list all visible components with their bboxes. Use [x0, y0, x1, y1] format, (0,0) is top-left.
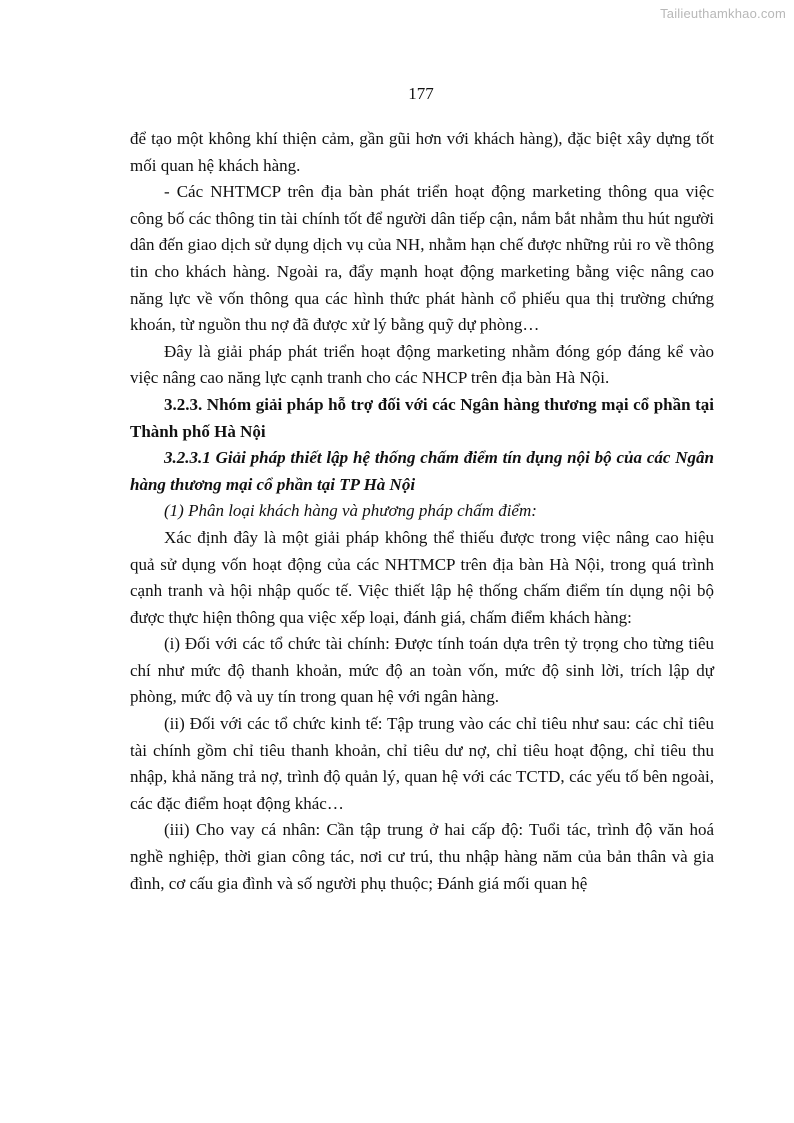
- paragraph-economic-organizations: (ii) Đối với các tổ chức kinh tế: Tập trung vào các chỉ tiêu như sau: các chỉ tiêu tài chính gồm chỉ tiêu thanh khoản, chỉ tiêu dư nợ, chỉ tiêu hoạt động, chỉ tiêu thu nhập, khả năng trả nợ, trình độ quản lý, quan hệ với các TCTD, các yếu tố bên ngoài, các đặc điểm hoạt động khác…: [130, 714, 714, 813]
- paragraph-credit-scoring-intro: Xác định đây là một giải pháp không thể thiếu được trong việc nâng cao hiệu quả sử dụng vốn hoạt động của các NHTMCP trên địa bàn Hà Nội, trong quá trình cạnh tranh và hội nhập quốc tế. Việc thiết lập hệ thống chấm điểm tín dụng nội bộ được thực hiện thông qua việc xếp loại, đánh giá, chấm điểm khách hàng:: [130, 527, 714, 627]
- paragraph-personal-loans: (iii) Cho vay cá nhân: Cần tập trung ở hai cấp độ: Tuổi tác, trình độ văn hoá nghề nghiệp, thời gian công tác, nơi cư trú, thu nhập hàng năm của bản thân và gia đình, cơ cấu gia đình và số người phụ thuộc; Đánh giá mối quan hệ: [130, 820, 714, 893]
- document-body: [130, 126, 714, 897]
- page-number: 177: [408, 84, 434, 103]
- subsection-heading-3-2-3-1: 3.2.3.1 Giải pháp thiết lập hệ thống chấm điểm tín dụng nội bộ của các Ngân hàng thương mại cổ phần tại TP Hà Nội: [130, 448, 714, 494]
- watermark: Tailieuthamkhao.com: [660, 6, 786, 21]
- paragraph-marketing-disclosure: - Các NHTMCP trên địa bàn phát triển hoạt động marketing thông qua việc công bố các thông tin tài chính tốt để người dân tiếp cận, nắm bắt nhằm thu hút người dân đến giao dịch sử dụng dịch vụ của NH, nhằm hạn chế được những rủi ro về thông tin cho khách hàng. Ngoài ra, đẩy mạnh hoạt động marketing bằng việc nâng cao năng lực về vốn thông qua các hình thức phát hành cổ phiếu qua thị trường chứng khoán, từ nguồn thu nợ đã được xử lý bằng quỹ dự phòng…: [130, 182, 714, 335]
- paragraph-financial-institutions: (i) Đối với các tổ chức tài chính: Được tính toán dựa trên tỷ trọng cho từng tiêu chí như mức độ thanh khoản, mức độ an toàn vốn, mức độ sinh lời, trích lập dự phòng, mức độ và uy tín trong quan hệ với ngân hàng.: [130, 634, 714, 707]
- section-heading-3-2-3: 3.2.3. Nhóm giải pháp hỗ trợ đối với các Ngân hàng thương mại cổ phần tại Thành phố Hà Nội: [130, 394, 714, 441]
- subheading-classification: (1) Phân loại khách hàng và phương pháp chấm điểm:: [164, 501, 537, 521]
- paragraph-marketing-summary: Đây là giải pháp phát triển hoạt động marketing nhằm đóng góp đáng kể vào việc nâng cao năng lực cạnh tranh cho các NHCP trên địa bàn Hà Nội.: [130, 341, 714, 388]
- paragraph-continuation: để tạo một không khí thiện cảm, gần gũi hơn với khách hàng), đặc biệt xây dựng tốt mối quan hệ khách hàng.: [130, 129, 714, 175]
